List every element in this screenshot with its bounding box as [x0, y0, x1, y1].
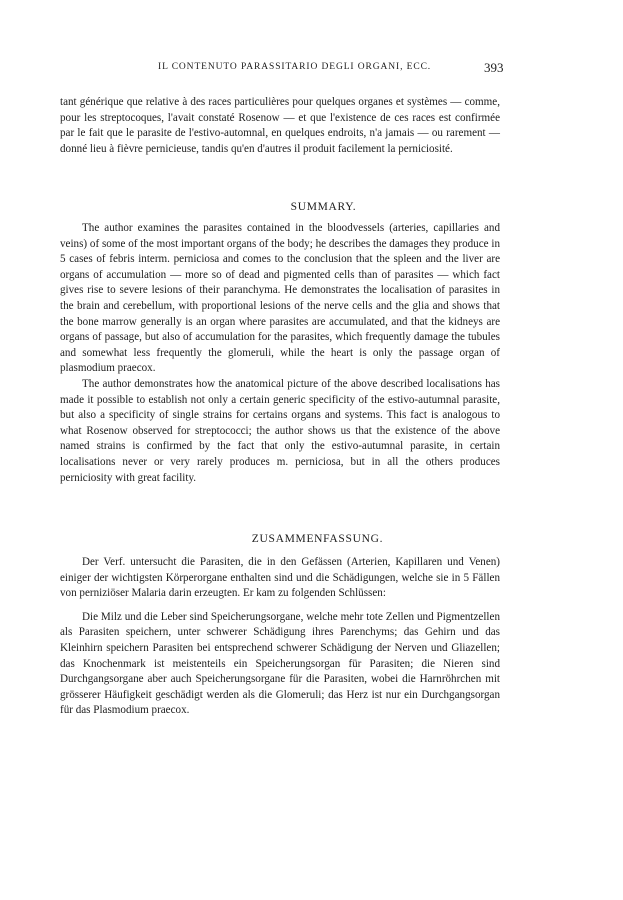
page-number: 393 [484, 60, 504, 75]
zusammenfassung-paragraph-1: Der Verf. untersucht die Parasiten, die in den Gefässen (Arterien, Kapillaren und Venen) einiger der wichtigsten Körperorgane enthalten sind und die Schädigungen, welche sie in 5 Fällen von perniziöser Malaria darin erzeugten. Er kam zu folgenden Schlüssen: [60, 556, 500, 600]
summary-paragraph-1: The author examines the parasites contained in the bloodvessels (arteries, capillaries and veins) of some of the most important organs of the body; he describes the damages they produce in 5 cases of febris interm. perniciosa and comes to the conclusion that the spleen and the liver are organs of accumulation — more so of dead and pigmented cells than of parasites — which fact gives rise to severe lesions of their paranchyma. He demonstrates the localisation of parasites in the brain and cerebellum, with proportional lesions of the nerve cells and the glia and shows that the bone marrow generally is an organ where parasites are accumulated, and that the kidneys are organs of passage, but also of accumulation for the parasites, which frequently damage the tubules and somewhat less frequently the glomeruli, while the heart is only the passage organ of plasmodium praecox. [60, 222, 500, 375]
zusammenfassung-paragraph-2: Die Milz und die Leber sind Speicherungsorgane, welche mehr tote Zellen und Pigmentzellen als Parasiten speichern, unter schwerer Schädigung ihres Parenchyms; das Gehirn und das Kleinhirn speichern Parasiten bei entsprechend schwerer Schädigung der Nerven und Gliazellen; das Knochenmark ist meistenteils ein Speicherungsorgan für Parasiten; die Nieren sind Durchgangsorgane aber auch Speicherungsorgane für die Parasiten, wobei die Harnröhrchen mit grösserer Häufigkeit geschädigt werden als die Glomeruli; das Herz ist nur ein Durchgangsorgan für das Plasmodium praecox. [60, 610, 500, 717]
summary-paragraph-2: The author demonstrates how the anatomical picture of the above described localisations has made it possible to establish not only a certain generic specificity of the estivo-autumnal parasite, but also a specificity of single strains for certains organs and systems. This fact is analogous to what Rosenow observed for streptococci; the author shows us that the existence of the above named strains is confirmed by the fact that only the estivo-autumnal parasite, in certain localisations never or very rarely produces m. perniciosa, but in all the others produces perniciosity with great facility. [60, 377, 500, 484]
zusammenfassung-section [60, 555, 500, 719]
running-title: IL CONTENUTO PARASSITARIO DEGLI ORGANI, ECC. [158, 62, 432, 72]
french-paragraph: tant générique que relative à des races particulières pour quelques organes et systèmes — comme, pour les streptocoques, l'avait constaté Rosenow — et que l'existence de ces races est confirmée par le fait que le parasite de l'estivo-automnal, en quelques endroits, n'a jamais — ou rarement — donné lieu à fièvre pernicieuse, tandis qu'en d'autres il produit facilement la perniciosité. [60, 96, 500, 155]
zusammenfassung-heading: ZUSAMMENFASSUNG. [251, 533, 384, 545]
summary-section [60, 221, 500, 486]
summary-heading: SUMMARY. [290, 201, 357, 213]
french-paragraph-block [60, 95, 500, 157]
running-head [0, 62, 623, 78]
